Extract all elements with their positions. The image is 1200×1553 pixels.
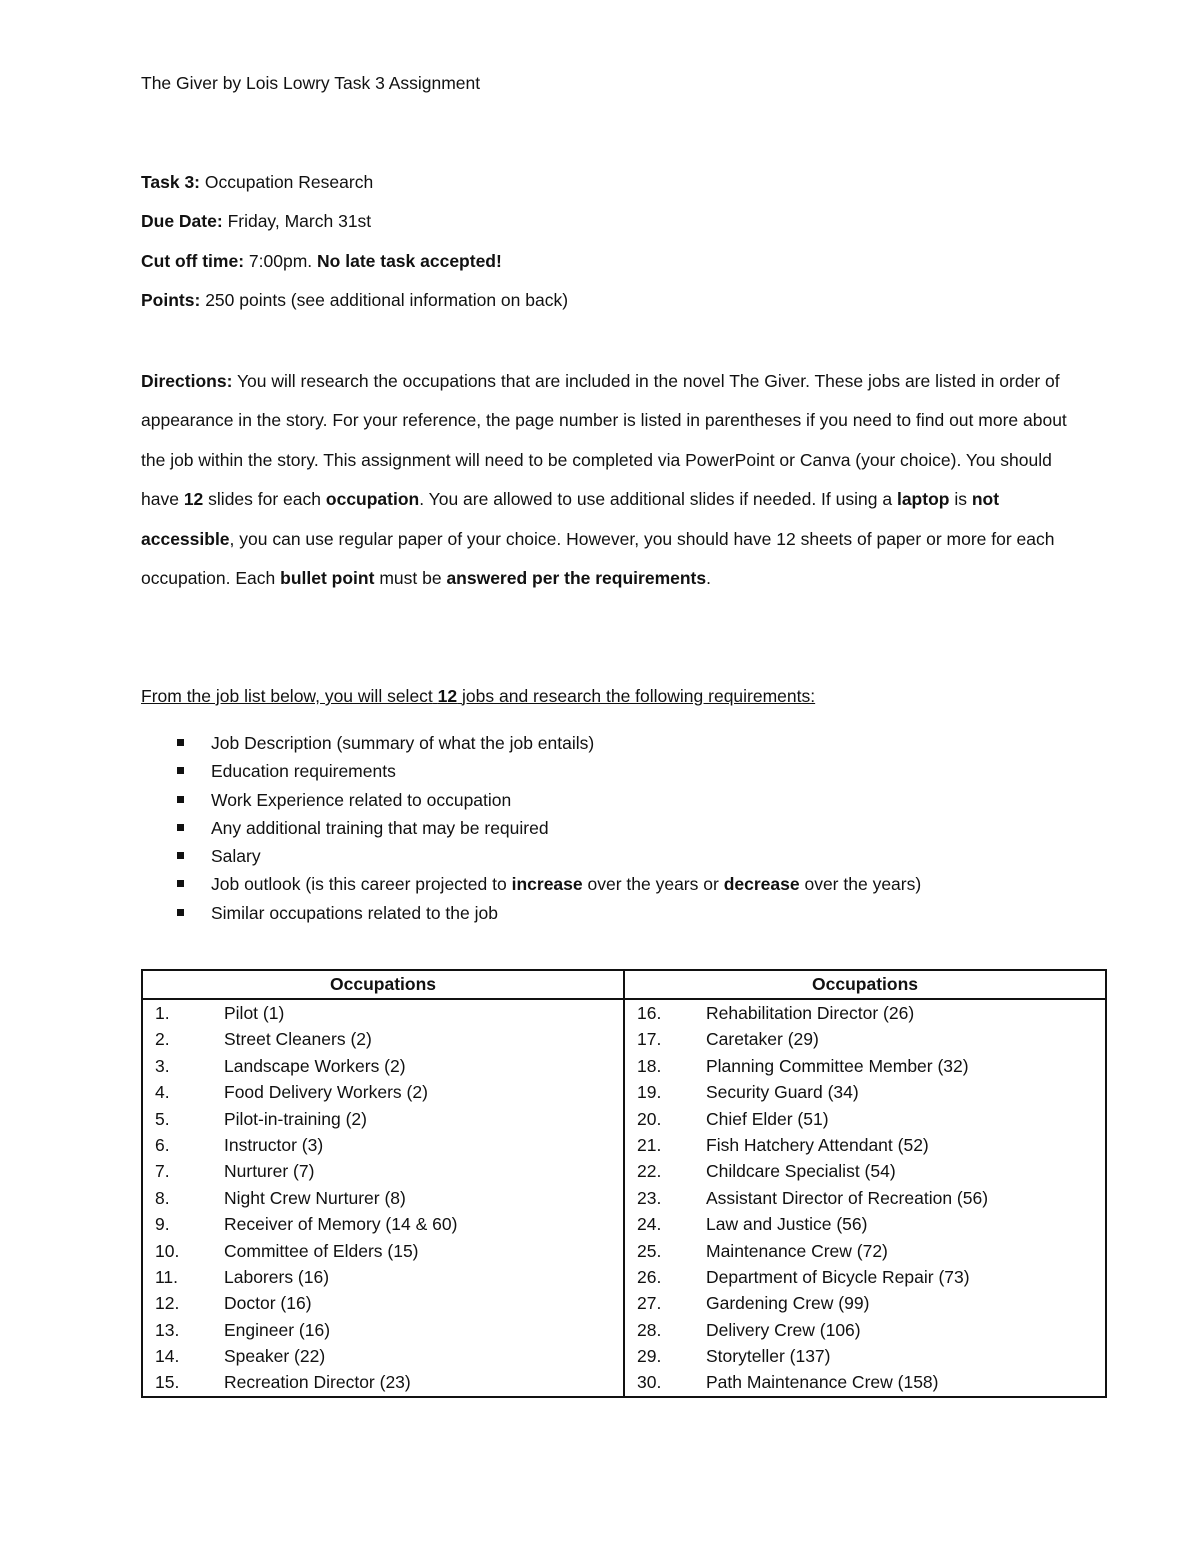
outlook-decrease: decrease bbox=[723, 874, 800, 895]
square-bullet-icon bbox=[177, 824, 184, 831]
row-number: 22. bbox=[637, 1161, 662, 1182]
occupation-name: Nurturer (7) bbox=[224, 1161, 315, 1182]
table-row bbox=[143, 1053, 623, 1079]
directions-bold-answered: answered per the requirements bbox=[446, 568, 707, 589]
row-number: 9. bbox=[155, 1214, 170, 1235]
directions-text-1: You will research the occupations that are included in the novel The Giver. These jobs are listed in order of appearance in the story. For your reference, the page number is listed in parentheses if you need to find out more about the job within the story. This assignment will need to be completed via PowerPoint or Canva (your choice). You should have bbox=[141, 371, 1067, 510]
table-row bbox=[143, 1106, 623, 1132]
outlook-text-1: Job outlook (is this career projected to bbox=[211, 874, 507, 895]
task-field bbox=[141, 172, 373, 193]
square-bullet-icon bbox=[177, 852, 184, 859]
due-date-label: Due Date: bbox=[141, 211, 223, 231]
cutoff-value: 7:00pm. bbox=[248, 251, 313, 271]
cutoff-label: Cut off time: bbox=[141, 251, 245, 271]
due-date-value: Friday, March 31st bbox=[227, 211, 372, 231]
requirement-item bbox=[141, 729, 921, 757]
row-number: 21. bbox=[637, 1134, 662, 1155]
points-value: 250 points (see additional information on back) bbox=[205, 290, 569, 310]
points-field bbox=[141, 290, 568, 311]
table-row bbox=[625, 1079, 1105, 1105]
select-text-before: From the job list below, you will select bbox=[141, 686, 433, 706]
occupation-name: Committee of Elders (15) bbox=[224, 1240, 419, 1261]
occupation-name: Instructor (3) bbox=[224, 1134, 324, 1155]
square-bullet-icon bbox=[177, 739, 184, 746]
requirement-text: Similar occupations related to the job bbox=[211, 902, 498, 923]
table-row bbox=[625, 1369, 1105, 1395]
occupation-name: Storyteller (137) bbox=[706, 1346, 831, 1367]
row-number: 5. bbox=[155, 1108, 170, 1129]
table-row bbox=[625, 1026, 1105, 1052]
table-row bbox=[143, 1317, 623, 1343]
table-row bbox=[625, 1000, 1105, 1026]
occupation-name: Chief Elder (51) bbox=[706, 1108, 829, 1129]
table-row bbox=[143, 1185, 623, 1211]
table-row bbox=[625, 1211, 1105, 1237]
requirement-item bbox=[141, 757, 921, 785]
requirement-item bbox=[141, 786, 921, 814]
table-row bbox=[143, 1369, 623, 1395]
occupation-name: Childcare Specialist (54) bbox=[706, 1161, 896, 1182]
table-row bbox=[143, 1211, 623, 1237]
row-number: 24. bbox=[637, 1214, 662, 1235]
table-row bbox=[625, 1238, 1105, 1264]
occupation-name: Recreation Director (23) bbox=[224, 1372, 411, 1393]
table-row bbox=[143, 1000, 623, 1026]
row-number: 20. bbox=[637, 1108, 662, 1129]
occupations-column-left bbox=[142, 999, 624, 1397]
square-bullet-icon bbox=[177, 909, 184, 916]
row-number: 18. bbox=[637, 1055, 662, 1076]
table-row bbox=[143, 1158, 623, 1184]
select-instruction bbox=[141, 686, 815, 707]
occupation-name: Gardening Crew (99) bbox=[706, 1293, 870, 1314]
row-number: 10. bbox=[155, 1240, 180, 1261]
task-label: Task 3: bbox=[141, 172, 201, 192]
requirement-item bbox=[141, 842, 921, 870]
task-value: Occupation Research bbox=[204, 172, 374, 192]
row-number: 29. bbox=[637, 1346, 662, 1367]
occupation-name: Path Maintenance Crew (158) bbox=[706, 1372, 939, 1393]
requirement-item bbox=[141, 899, 921, 927]
directions-text-7: . bbox=[706, 568, 711, 589]
occupations-table bbox=[141, 969, 1107, 1398]
directions-bold-occupation: occupation bbox=[325, 489, 420, 510]
row-number: 28. bbox=[637, 1319, 662, 1340]
row-number: 23. bbox=[637, 1187, 662, 1208]
square-bullet-icon bbox=[177, 880, 184, 887]
occupation-name: Laborers (16) bbox=[224, 1266, 330, 1287]
row-number: 3. bbox=[155, 1055, 170, 1076]
requirement-text: Salary bbox=[211, 846, 261, 867]
occupation-name: Security Guard (34) bbox=[706, 1082, 859, 1103]
row-number: 2. bbox=[155, 1029, 170, 1050]
table-row bbox=[143, 1264, 623, 1290]
directions-text-5: , you can use regular paper of your choice. However, you should have 12 sheets of paper or more for each occupation. Each bbox=[141, 528, 1055, 589]
occupation-name: Planning Committee Member (32) bbox=[706, 1055, 969, 1076]
row-number: 15. bbox=[155, 1372, 180, 1393]
points-label: Points: bbox=[141, 290, 201, 310]
occupation-name: Engineer (16) bbox=[224, 1319, 331, 1340]
occupation-name: Pilot (1) bbox=[224, 1003, 285, 1023]
table-row bbox=[143, 1290, 623, 1316]
row-number: 8. bbox=[155, 1187, 170, 1208]
row-number: 26. bbox=[637, 1266, 662, 1287]
occupations-header-right: Occupations bbox=[624, 970, 1106, 999]
outlook-text-3: over the years) bbox=[804, 874, 922, 895]
row-number: 11. bbox=[155, 1266, 179, 1287]
row-number: 14. bbox=[155, 1346, 180, 1367]
row-number: 30. bbox=[637, 1372, 662, 1393]
row-number: 1. bbox=[155, 1003, 170, 1023]
row-number: 13. bbox=[155, 1319, 180, 1340]
outlook-text-2: over the years or bbox=[587, 874, 719, 895]
directions-bold-not-accessible: not accessible bbox=[141, 489, 1000, 549]
table-row bbox=[143, 1079, 623, 1105]
row-number: 17. bbox=[637, 1029, 662, 1050]
occupations-column-right bbox=[624, 999, 1106, 1397]
select-number: 12 bbox=[437, 686, 458, 706]
occupation-name: Caretaker (29) bbox=[706, 1029, 819, 1050]
document-title: The Giver by Lois Lowry Task 3 Assignment bbox=[141, 73, 481, 93]
occupation-name: Fish Hatchery Attendant (52) bbox=[706, 1134, 929, 1155]
occupations-header-left: Occupations bbox=[142, 970, 624, 999]
due-date-field bbox=[141, 211, 371, 232]
directions-bold-laptop: laptop bbox=[896, 489, 950, 510]
requirement-text: Any additional training that may be required bbox=[211, 817, 549, 838]
row-number: 16. bbox=[637, 1003, 662, 1023]
table-row bbox=[625, 1106, 1105, 1132]
occupation-name: Doctor (16) bbox=[224, 1293, 312, 1314]
requirement-text: Work Experience related to occupation bbox=[211, 789, 512, 810]
occupation-name: Law and Justice (56) bbox=[706, 1214, 868, 1235]
occupation-name: Food Delivery Workers (2) bbox=[224, 1082, 428, 1103]
occupation-name: Rehabilitation Director (26) bbox=[706, 1003, 915, 1023]
directions-paragraph bbox=[141, 362, 1071, 598]
table-row bbox=[625, 1317, 1105, 1343]
row-number: 4. bbox=[155, 1082, 170, 1103]
occupation-name: Street Cleaners (2) bbox=[224, 1029, 372, 1050]
requirement-item-outlook bbox=[141, 870, 921, 898]
directions-text-2: slides for each bbox=[208, 489, 322, 510]
table-row bbox=[625, 1185, 1105, 1211]
table-row bbox=[625, 1053, 1105, 1079]
occupation-name: Receiver of Memory (14 & 60) bbox=[224, 1214, 458, 1235]
row-number: 19. bbox=[637, 1082, 662, 1103]
row-number: 12. bbox=[155, 1293, 180, 1314]
row-number: 25. bbox=[637, 1240, 662, 1261]
square-bullet-icon bbox=[177, 796, 184, 803]
row-number: 27. bbox=[637, 1293, 662, 1314]
directions-text-4: is bbox=[954, 489, 967, 510]
table-row bbox=[625, 1264, 1105, 1290]
directions-bold-bullet-point: bullet point bbox=[280, 568, 375, 589]
directions-text-6: must be bbox=[379, 568, 442, 589]
no-late-notice: No late task accepted! bbox=[317, 251, 502, 271]
requirement-item bbox=[141, 814, 921, 842]
table-row bbox=[625, 1290, 1105, 1316]
table-row bbox=[625, 1132, 1105, 1158]
occupation-name: Assistant Director of Recreation (56) bbox=[706, 1187, 989, 1208]
requirements-list bbox=[141, 729, 921, 927]
requirement-text: Job Description (summary of what the job entails) bbox=[211, 733, 595, 753]
directions-label: Directions: bbox=[141, 371, 233, 391]
table-row bbox=[143, 1026, 623, 1052]
table-row bbox=[625, 1343, 1105, 1369]
requirement-text: Education requirements bbox=[211, 761, 396, 782]
table-row bbox=[143, 1343, 623, 1369]
occupation-name: Maintenance Crew (72) bbox=[706, 1240, 888, 1261]
occupation-name: Night Crew Nurturer (8) bbox=[224, 1187, 406, 1208]
row-number: 7. bbox=[155, 1161, 170, 1182]
occupation-name: Landscape Workers (2) bbox=[224, 1055, 406, 1076]
occupation-name: Delivery Crew (106) bbox=[706, 1319, 861, 1340]
cutoff-field bbox=[141, 251, 502, 272]
occupation-name: Pilot-in-training (2) bbox=[224, 1108, 367, 1129]
square-bullet-icon bbox=[177, 767, 184, 774]
row-number: 6. bbox=[155, 1134, 170, 1155]
table-row bbox=[143, 1132, 623, 1158]
occupation-name: Department of Bicycle Repair (73) bbox=[706, 1266, 970, 1287]
directions-bold-12: 12 bbox=[183, 489, 204, 510]
outlook-increase: increase bbox=[511, 874, 583, 895]
table-row bbox=[143, 1238, 623, 1264]
table-row bbox=[625, 1158, 1105, 1184]
select-text-after: jobs and research the following requirements: bbox=[462, 686, 816, 706]
occupation-name: Speaker (22) bbox=[224, 1346, 326, 1367]
directions-text-3: . You are allowed to use additional slides if needed. If using a bbox=[419, 489, 893, 510]
